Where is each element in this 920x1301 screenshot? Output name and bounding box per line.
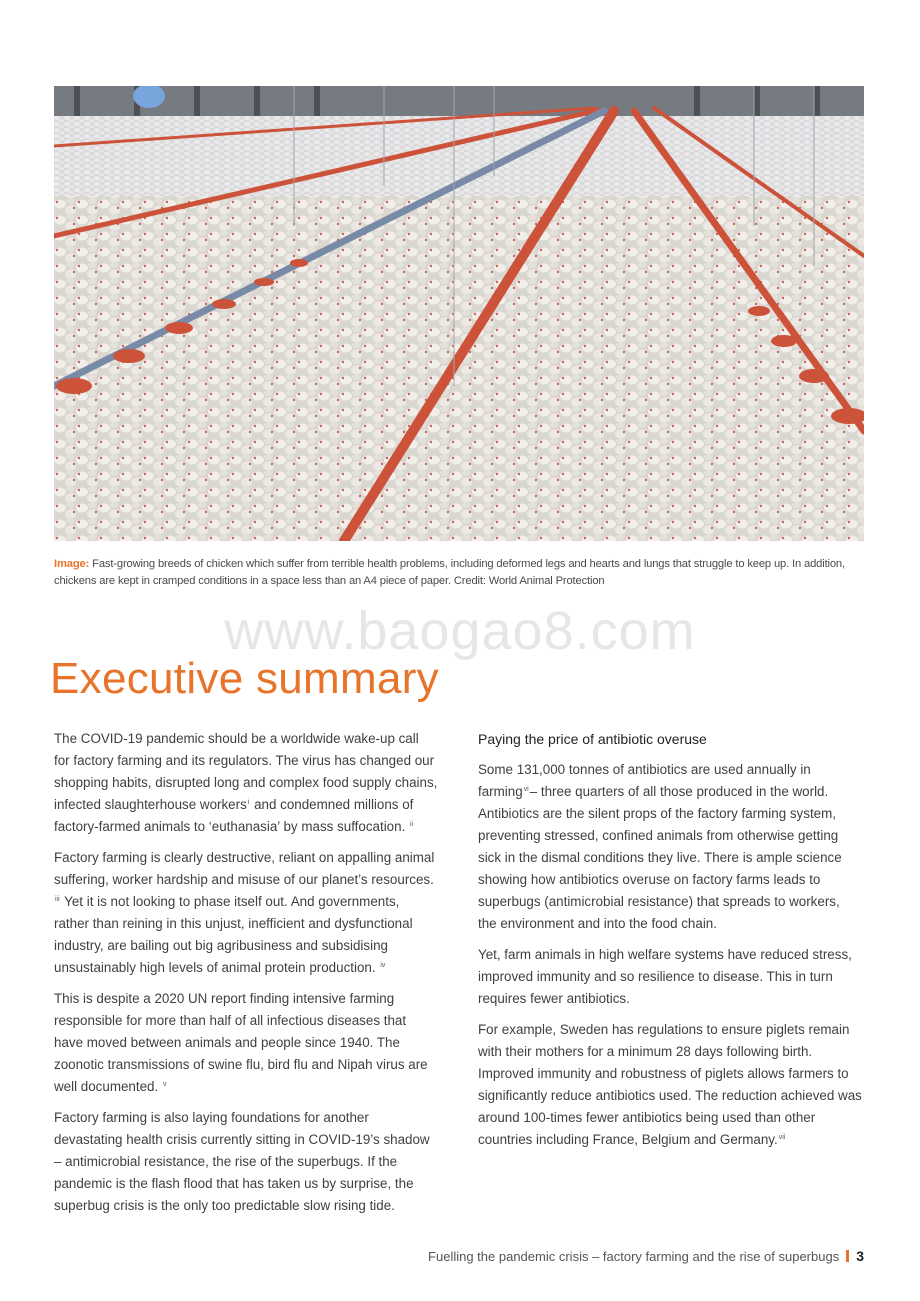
paragraph: Factory farming is also laying foundations for another devastating health crisis currently sitting in COVID-19’s shadow – antimicrobial resistance, the rise of the superbugs. If the pandemic is the flash flood that has taken us by surprise, the superbug crisis is the only too predictable slow rising tide. <box>54 1110 430 1213</box>
paragraph <box>54 847 438 979</box>
footer-title: Fuelling the pandemic crisis – factory farming and the rise of superbugs <box>428 1249 840 1264</box>
left-column <box>54 728 438 1226</box>
paragraph-text: Factory farming is clearly destructive, reliant on appalling animal suffering, worker hardship and misuse of our planet’s resources. <box>54 850 435 887</box>
paragraph-text: – three quarters of all those produced in the world. Antibiotics are the silent props of the factory farming system, preventing stressed, confined animals from otherwise getting sick in the dismal conditions they live. There is ample science showing how antibiotics overuse on factory farms leads to superbugs (antimicrobial resistance) that spreads to workers, the environment and into the food chain. <box>478 784 842 931</box>
paragraph <box>54 988 438 1098</box>
footer-divider <box>846 1250 849 1262</box>
caption-text: Fast-growing breeds of chicken which suffer from terrible health problems, including deformed legs and hearts and lungs that struggle to keep up. In addition, chickens are kept in cramped conditions in a space less than an A4 piece of paper. Credit: World Animal Protection <box>54 558 845 587</box>
right-column <box>478 728 862 1160</box>
footnote-marker[interactable]: v <box>162 1081 167 1088</box>
footnote-marker[interactable]: vi <box>523 786 529 793</box>
paragraph <box>478 1019 862 1151</box>
page-number: 3 <box>856 1248 864 1264</box>
section-subheading: Paying the price of antibiotic overuse <box>478 731 707 747</box>
paragraph-text: This is despite a 2020 UN report finding intensive farming responsible for more than half of all infectious diseases that have moved between animals and people since 1940. The zoonotic transmissions of swine flu, bird flu and Nipah virus are well documented. <box>54 991 428 1094</box>
paragraph-text: For example, Sweden has regulations to ensure piglets remain with their mothers for a minimum 28 days following birth. Improved immunity and robustness of piglets allows farmers to significantly reduce antibiotics used. The reduction achieved was around 100-times fewer antibiotics being used than other countries including France, Belgium and Germany. <box>478 1022 862 1147</box>
footnote-marker[interactable]: i <box>247 799 250 806</box>
paragraph-text: The COVID-19 pandemic should be a worldwide wake-up call for factory farming and its regulators. The virus has changed our shopping habits, disrupted long and complex food supply chains, infected slaughterhouse workers <box>54 731 438 812</box>
footnote-marker[interactable]: iii <box>55 896 60 903</box>
paragraph-text: and condemned millions of factory-farmed animals to ‘euthanasia’ by mass suffocation. <box>54 797 414 834</box>
footnote-marker[interactable]: ii <box>410 821 414 828</box>
page-footer <box>428 1248 864 1264</box>
paragraph-text: Yet it is not looking to phase itself out. And governments, rather than reining in this unjust, inefficient and dysfunctional industry, are bailing out big agribusiness and subsidising unsustainably high levels of animal protein production. <box>54 894 413 975</box>
footnote-marker[interactable]: iv <box>380 962 386 969</box>
paragraph <box>54 728 438 838</box>
caption-label: Image: <box>54 558 90 570</box>
footnote-marker[interactable]: vii <box>778 1134 786 1141</box>
paragraph <box>478 759 862 935</box>
paragraph-text: Some 131,000 tonnes of antibiotics are used annually in farming <box>478 762 811 799</box>
paragraph: Yet, farm animals in high welfare systems have reduced stress, improved immunity and so resilience to disease. This in turn requires fewer antibiotics. <box>478 947 852 1006</box>
page-title: Executive summary <box>50 654 439 703</box>
image-caption <box>54 556 866 590</box>
watermark: www.baogao8.com <box>224 601 696 661</box>
chicken-farm-photo <box>54 86 864 541</box>
